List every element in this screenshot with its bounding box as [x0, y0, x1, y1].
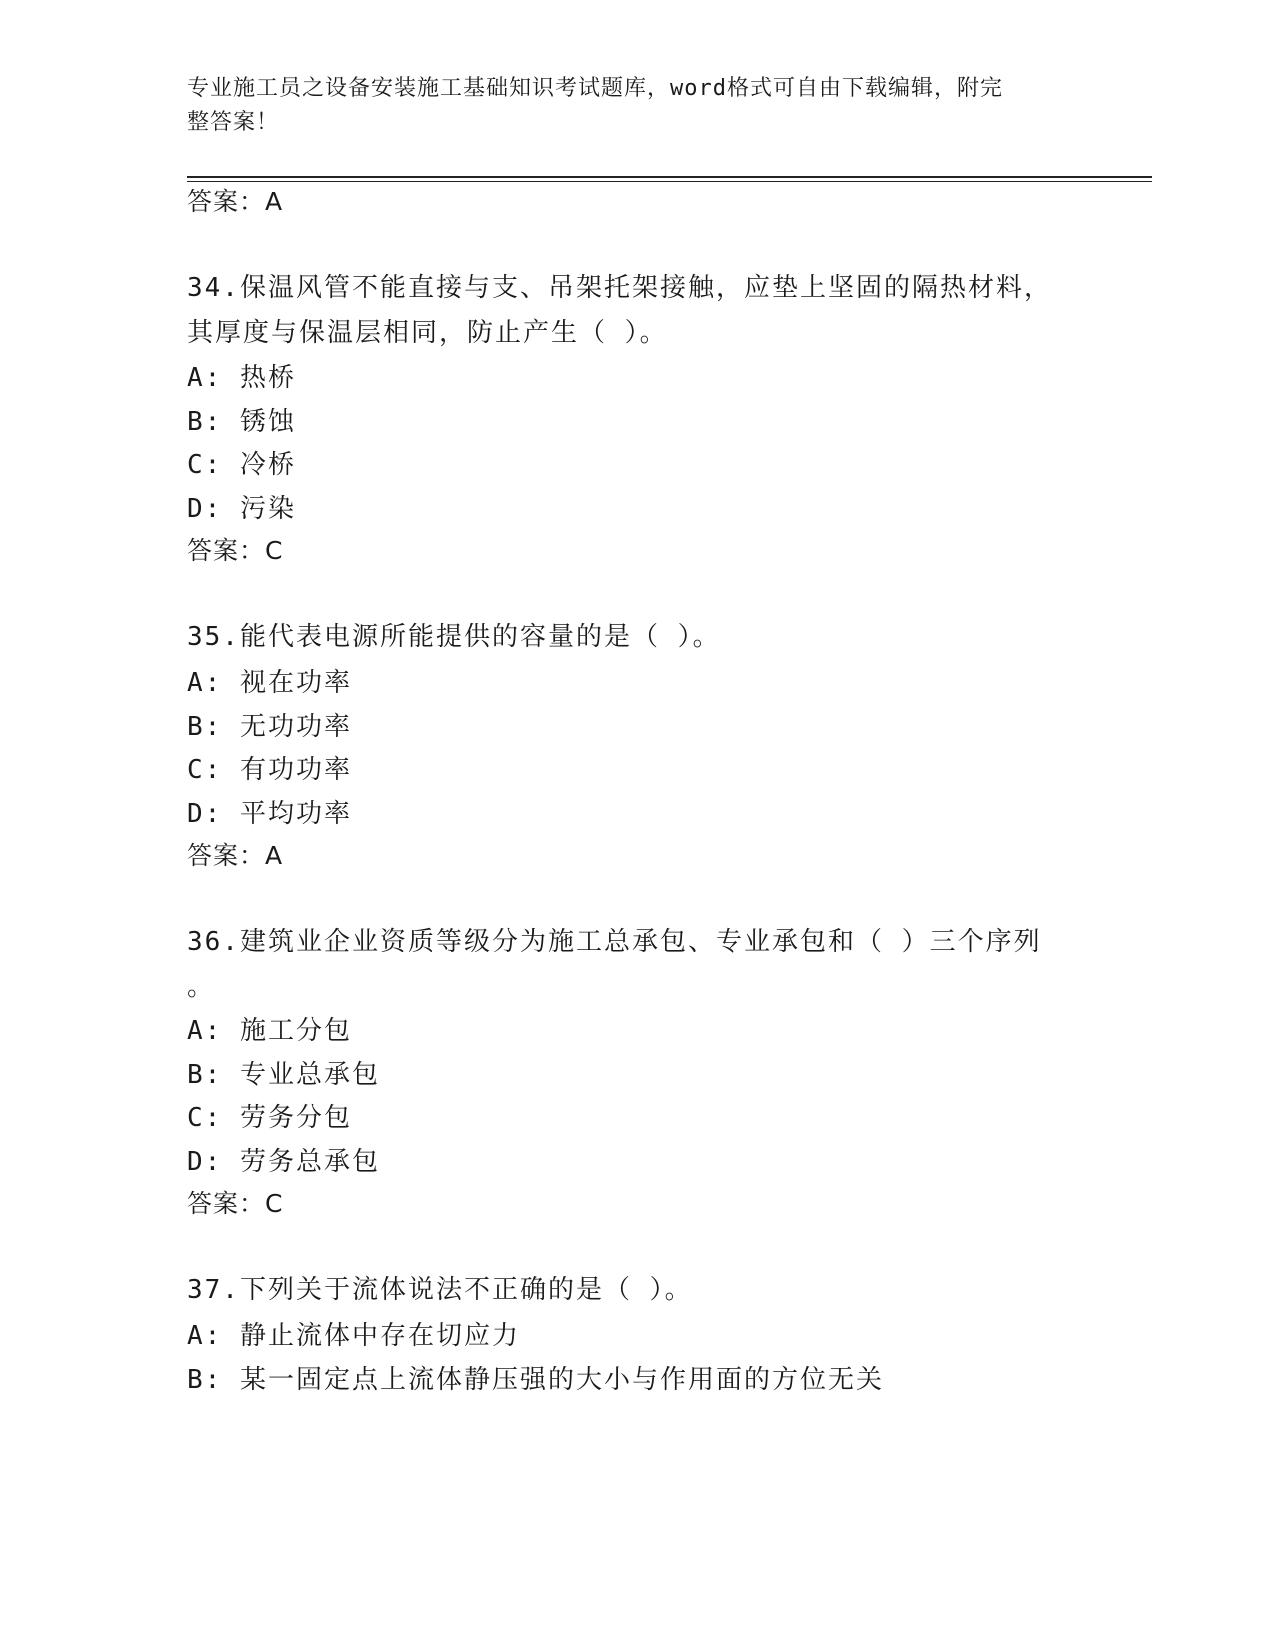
- question-37-option-a: A: 静止流体中存在切应力: [187, 1321, 520, 1351]
- question-36: [187, 920, 1067, 1010]
- question-35-option-b: B: 无功功率: [187, 712, 352, 742]
- question-36-line-1: 36.建筑业企业资质等级分为施工总承包、专业承包和（ ）三个序列: [187, 927, 1042, 957]
- question-34-option-a: A: 热桥: [187, 363, 296, 393]
- question-35-option-c: C: 有功功率: [187, 755, 352, 785]
- question-36-option-b: B: 专业总承包: [187, 1060, 380, 1090]
- question-35-line-1: 35.能代表电源所能提供的容量的是（ ）。: [187, 622, 721, 652]
- header-line-1: 专业施工员之设备安装施工基础知识考试题库，word格式可自由下载编辑，附完: [187, 76, 1003, 101]
- question-35: [187, 615, 1067, 660]
- question-36-option-c: C: 劳务分包: [187, 1103, 352, 1133]
- answer-q34: 答案：C: [187, 536, 284, 565]
- header-divider: [187, 176, 1152, 182]
- question-37-option-b: B: 某一固定点上流体静压强的大小与作用面的方位无关: [187, 1365, 884, 1395]
- question-37-line-1: 37.下列关于流体说法不正确的是（ ）。: [187, 1275, 693, 1305]
- answer-q33: 答案：A: [187, 187, 284, 216]
- question-36-line-2: 。: [187, 972, 216, 1002]
- question-34: [187, 266, 1067, 356]
- question-36-option-d: D: 劳务总承包: [187, 1147, 380, 1177]
- question-35-option-d: D: 平均功率: [187, 799, 352, 829]
- question-34-option-c: C: 冷桥: [187, 450, 296, 480]
- question-37: [187, 1268, 1067, 1313]
- answer-q35: 答案：A: [187, 841, 284, 870]
- header-line-2: 整答案！: [187, 110, 280, 135]
- question-36-option-a: A: 施工分包: [187, 1016, 352, 1046]
- question-35-option-a: A: 视在功率: [187, 668, 352, 698]
- document-header: [187, 72, 1067, 140]
- answer-q36: 答案：C: [187, 1189, 284, 1218]
- question-34-line-2: 其厚度与保温层相同，防止产生（ ）。: [187, 318, 668, 348]
- question-34-line-1: 34.保温风管不能直接与支、吊架托架接触，应垫上坚固的隔热材料，: [187, 273, 1052, 303]
- question-34-option-d: D: 污染: [187, 494, 296, 524]
- question-34-option-b: B: 锈蚀: [187, 407, 296, 437]
